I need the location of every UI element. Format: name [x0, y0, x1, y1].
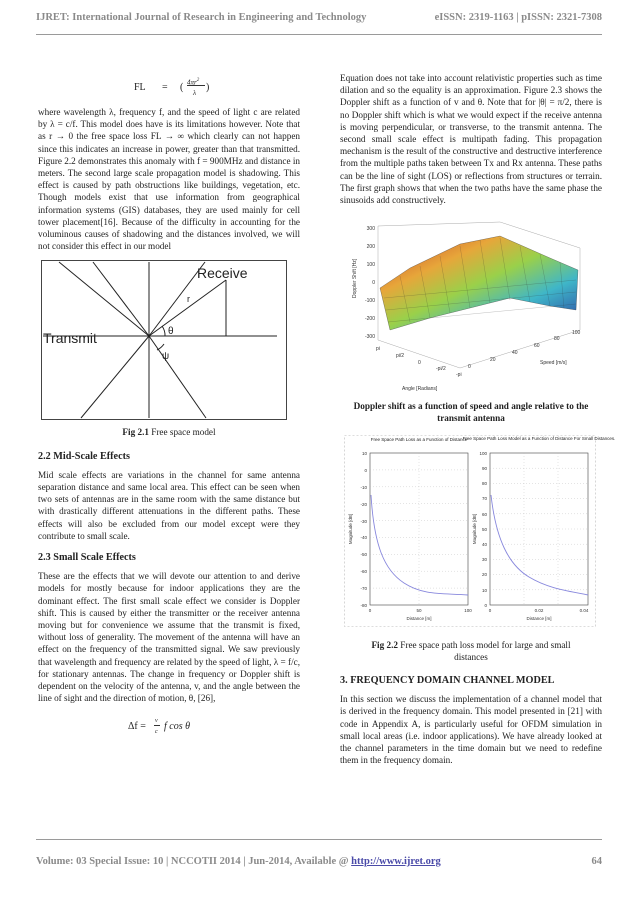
left-xtick: 50 [416, 607, 422, 613]
right-ytick: 20 [481, 571, 487, 577]
equation-fl: FL = ( $4\pi r^2$ λ ) [134, 72, 300, 102]
right-ytick: 100 [479, 450, 487, 456]
section-3-text: In this section we discuss the implementation of a channel model that is derived in the frequency domain. This model presented in [21] with code in Appendix A, is particularly useful for OFDM simulation in small local areas (i.e. indoor applications). We have already looked at the channel parameters in the time domain but we need to redefine them in the frequency domain. [340, 694, 602, 766]
left-ytick: -20 [360, 501, 367, 507]
left-ytick: -50 [360, 551, 367, 557]
angle-tick: -pi [456, 372, 462, 379]
receive-label: Receive [197, 265, 248, 282]
figure-2-1 [41, 260, 287, 420]
left-ylabel: Magnitude [dB] [348, 513, 353, 544]
z-tick: -100 [364, 298, 375, 305]
left-ytick: -30 [360, 518, 367, 524]
speed-tick: 80 [554, 336, 560, 343]
eq1-lhs: FL [134, 82, 146, 93]
page-header [36, 12, 602, 32]
speed-tick: 40 [512, 350, 518, 357]
z-tick: 0 [372, 280, 375, 287]
section-2-2-text: Mid scale effects are variations in the channel for same antenna separation distance and same local area. This effect can be seen when two sets of antennas are in the same room with the same distance but with drastically different attenuations in the different paths. These effects will also be excluded from our model except were they contribute to small scale. [38, 469, 300, 541]
z-tick: 100 [366, 262, 375, 269]
right-column [340, 72, 616, 766]
left-ytick: -10 [360, 484, 367, 490]
left-ytick: 0 [364, 467, 367, 473]
fig22-caption: Fig 2.2 Free space path loss model for large and small distances [371, 639, 571, 662]
speed-tick: 20 [490, 357, 496, 364]
speed-tick: 0 [468, 364, 471, 371]
z-tick: -200 [364, 316, 375, 323]
speed-tick: 100 [572, 330, 581, 337]
speed-tick: 60 [534, 343, 540, 350]
r-label: r [187, 294, 190, 305]
angle-axis-label: Angle [Radians] [402, 386, 438, 393]
fig21-caption: Fig 2.1 Free space model [122, 427, 216, 438]
right-ylabel: Magnitude [dB] [472, 513, 477, 544]
left-ytick: -80 [360, 602, 367, 608]
right-ytick: 80 [481, 480, 487, 486]
free-space-diagram [41, 260, 287, 420]
left-ytick: 10 [361, 450, 367, 456]
path-loss-plots [344, 435, 616, 627]
doppler-caption: Doppler shift as a function of speed and angle relative to the transmit antenna [353, 401, 589, 424]
page-number: 64 [591, 856, 602, 867]
footer-rule [36, 839, 602, 840]
footer-link[interactable]: http://www.ijret.org [351, 856, 441, 867]
section-2-3-text: These are the effects that we will devote our attention to and derive models for mostly because for indoor applications they are the dominant effect. The first small scale effect we consider is Doppler shift. This is caused by either the transmitter or the receiver antenna moving but for convenience we assume that the transmit is fixed, without loss of generality. The movement of the antenna will have an effect on the frequency of the transmitted signal. We saw previously that wavelength and frequency are related by the speed of light, λ = f/c, for stationary antennas. The change in frequency or Doppler shift is dependent on the velocity of the antenna, v, and the angle between the line of sight and the direction of motion, θ, [26], [38, 571, 300, 704]
transmit-label: Transmit [43, 330, 97, 347]
right-ytick: 60 [481, 511, 487, 517]
psi-label: ψ [162, 351, 170, 363]
z-tick: 300 [366, 226, 375, 233]
right-xtick: 0.02 [534, 607, 544, 613]
footer-volume: Volume: 03 Special Issue: 10 | NCCOTII 2014 | Jun-2014, Available @ [36, 856, 352, 867]
right-ytick: 70 [481, 495, 487, 501]
right-ytick: 0 [484, 602, 487, 608]
page-footer [36, 856, 602, 867]
right-plot-title: Free Space Path Loss Model as a Function of Distance For Small Distances. [462, 435, 616, 441]
eq1-equals: = [162, 82, 168, 93]
right-xlabel: Distance [m] [526, 615, 552, 621]
section-2-2-heading: 2.2 Mid-Scale Effects [38, 450, 130, 462]
z-tick: -300 [364, 334, 375, 341]
doppler-ylabel: Doppler Shift [Hz] [352, 259, 358, 299]
doppler-figure [350, 218, 598, 396]
left-plot-title: Free Space Path Loss as a Function of Distance [370, 436, 468, 442]
left-ytick: -70 [360, 585, 367, 591]
right-para-1: Equation does not take into account relativistic properties such as time dilation and so the equality is an approximation. Figure 2.3 shows the Doppler shift as a function of v and θ. Note that for |θ| = π/2, there is no Doppler shift which is what we would expect if the receive antenna is moving perpendicular, or transverse, to the transmit antenna. The second small scale effect is multipath fading. This propagation mechanism is the result of the constructive and destructive interference from the multiple paths taken between Tx and Rx antenna. These paths can be the line of sight (LOS) or reflections from structures or terrain. The first graph shows that when the two paths have the same phase the sinusoids add constructively. [340, 73, 602, 206]
right-ytick: 90 [481, 465, 487, 471]
left-para-1: where wavelength λ, frequency f, and the speed of light c are related by λ = c/f. This model does have is its limitations however. Note that as r → 0 the free space loss FL → ∞ which clearly can not happen since this indicates an increase in power, greater than that transmitted. Figure 2.2 demonstrates this anomaly with f = 900MHz and distance in meters. The second large scale propagation model is shadowing. This effect is caused by path obstructions like buildings, vegetation, etc. Though models exist that use information from geographical information systems (GIS) databases, they are used mainly for cell tower placement[16]. Because of the difficulty in accounting for the voluminous causes of shadowing and the distances involved, we will not consider this effect in our model [38, 107, 300, 252]
right-ytick: 40 [481, 541, 487, 547]
left-xtick: 0 [368, 607, 372, 613]
right-ytick: 50 [481, 526, 487, 532]
left-xlabel: Distance [m] [406, 615, 432, 621]
header-rule [36, 34, 602, 35]
eq1-numerator: $4\pi r^2$ [187, 78, 200, 87]
theta-label: θ [168, 326, 174, 338]
left-xtick: 100 [464, 607, 472, 613]
angle-tick: pi [376, 346, 380, 353]
right-xtick: 0 [488, 607, 492, 613]
section-3-heading: 3. FREQUENCY DOMAIN CHANNEL MODEL [340, 675, 555, 687]
left-column [38, 72, 300, 737]
path-loss-figure [344, 435, 616, 627]
section-2-3-heading: 2.3 Small Scale Effects [38, 552, 136, 564]
left-ytick: -60 [360, 568, 367, 574]
journal-title: IJRET: International Journal of Research in Engineering and Technology [36, 12, 367, 23]
angle-tick: pi/2 [396, 353, 405, 360]
doppler-surface-plot [350, 218, 598, 396]
left-ytick: -40 [360, 534, 367, 540]
speed-axis-label: Speed [m/s] [540, 360, 567, 367]
right-xtick: 0.04 [579, 607, 589, 613]
z-tick: 200 [366, 244, 375, 251]
angle-tick: -pi/2 [436, 366, 446, 373]
issn: eISSN: 2319-1163 | pISSN: 2321-7308 [434, 12, 602, 23]
eq1-denominator: λ [193, 89, 197, 97]
right-ytick: 30 [481, 556, 487, 562]
right-ytick: 10 [481, 587, 487, 593]
equation-doppler: Δf = v c f cos θ [128, 717, 191, 735]
angle-tick: 0 [418, 360, 421, 367]
